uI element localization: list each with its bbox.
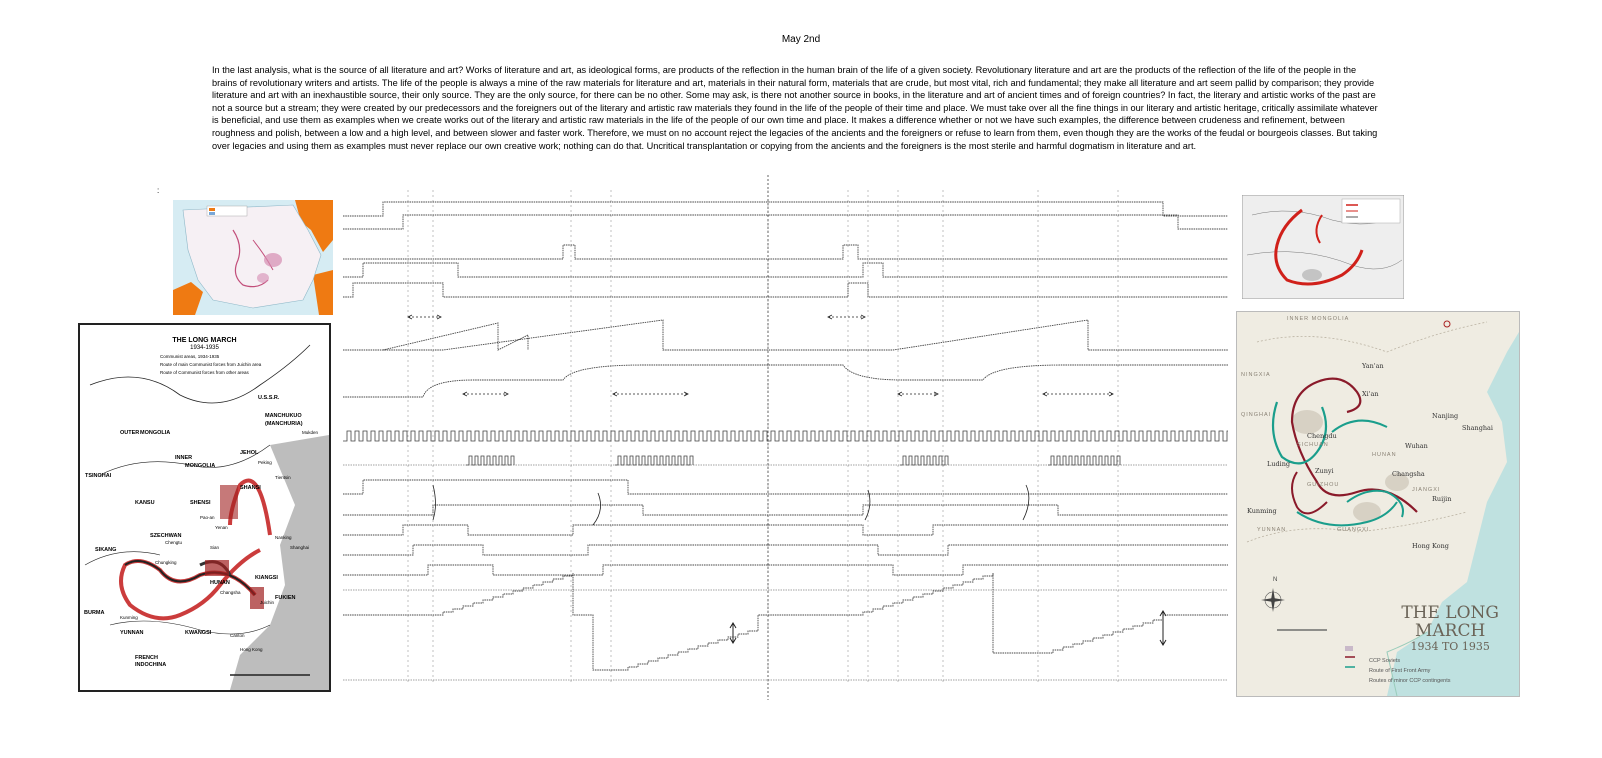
compass-label: N — [1273, 577, 1278, 583]
map-b-label: MANCHUKUO — [265, 413, 302, 419]
ramp-wave — [343, 320, 1228, 350]
curved-arrow — [593, 493, 601, 525]
map-b-place: Peking — [258, 460, 272, 465]
map-b-place: Yenan — [215, 525, 228, 530]
waveform — [343, 545, 1228, 555]
map-d-region: SICHUAN — [1297, 442, 1329, 448]
map-b-place: Sian — [210, 545, 220, 550]
long-march-bw-map — [78, 323, 331, 692]
map-b-place: Changsha — [220, 590, 241, 595]
waveform — [343, 283, 1228, 297]
map-d-place: Hong Kong — [1412, 542, 1449, 550]
staircase-wave — [768, 573, 1228, 653]
map-d-place: Zunyi — [1315, 467, 1334, 475]
map-d-region: INNER MONGOLIA — [1287, 316, 1350, 322]
map-b-place: Tientsin — [275, 475, 291, 480]
clock-wave — [343, 431, 1228, 441]
map-b-place: Nanking — [275, 535, 292, 540]
waveform — [343, 565, 1228, 575]
map-b-label: FUKIEN — [275, 595, 296, 601]
burst-wave — [1048, 456, 1120, 465]
stray-mark: : — [157, 186, 160, 195]
waveform — [343, 202, 1228, 216]
map-d-place: Wuhan — [1405, 442, 1428, 450]
map-d-region: GUANGXI — [1337, 527, 1370, 533]
map-b-label: INDOCHINA — [135, 662, 167, 668]
map-b-label: SHANSI — [240, 485, 261, 491]
map-d-region: GUIZHOU — [1307, 482, 1340, 488]
burst-wave — [900, 456, 948, 465]
map-b-place: Canton — [230, 633, 245, 638]
map-d-place: Ruijin — [1432, 495, 1452, 503]
map-d-place: Yan'an — [1362, 362, 1384, 370]
map-d-region: YUNNAN — [1257, 527, 1287, 533]
waveform — [343, 245, 1228, 259]
map-b-label: SZECHWAN — [150, 533, 182, 539]
map-b-place: Hong Kong — [240, 647, 263, 652]
map-b-label: FRENCH — [135, 655, 158, 661]
body-paragraph: In the last analysis, what is the source of all literature and art? Works of literature and art, as ideological forms, are products of the reflection in the human brain of the life of a given society. Revolutionary literature and art are the products of the reflection of the life of the people in the brains of revolutionary writers and artists. The life of the people is always a mine of the raw materials for literature and art, materials in their natural form, materials that are crude, but most vital, rich and fundamental; they make all literature and art seem pallid by comparison; they provide literature and art with an inexhaustible source, their only source. They are the only source, for there can be no other. Some may ask, is there not another source in books, in the literature and art of ancient times and of foreign countries? In fact, the literary and artistic works of the past are not a source but a stream; they were created by our predecessors and the foreigners out of the literary and artistic raw materials they found in the life of the people of their time and place. We must take over all the fine things in our literary and artistic heritage, critically assimilate whatever is beneficial, and use them as examples when we create works out of the literary and artistic raw materials in the life of the people of our own time and place. It makes a difference whether or not we have such examples, the difference between crudeness and refinement, between roughness and polish, between a low and a high level, and between slower and faster work. Therefore, we must on no account reject the legacies of the ancients and the foreigners or refuse to learn from them, even though they are the works of the feudal or bourgeois classes. But taking over legacies and using them as examples must never replace our own creative work; nothing can do that. Uncritical transplantation or copying from the ancients and the foreigners is the most sterile and harmful dogmatism in literature and art. — [212, 65, 1378, 151]
map-b-place: Pao-an — [200, 515, 215, 520]
map-d-region: QINGHAI — [1241, 412, 1272, 418]
map-b-place: Kunming — [120, 615, 138, 620]
staircase-wave — [343, 573, 768, 670]
waveform — [343, 525, 1228, 535]
map-b-place: Mukden — [302, 430, 319, 435]
map-d-title: THE LONG MARCH 1934 TO 1935 — [1401, 603, 1499, 653]
map-b-label: MONGOLIA — [140, 430, 171, 436]
ramp-wave — [383, 323, 528, 350]
map-b-label: HUNAN — [210, 580, 230, 586]
map-d-legend: CCP Soviets Route of First Front Army Routes of minor CCP contingents — [1369, 658, 1451, 684]
burst-wave — [466, 456, 514, 465]
curve-wave — [343, 365, 1228, 397]
map-b-label: SIKANG — [95, 547, 117, 553]
page-date: May 2nd — [781, 34, 821, 45]
map-b-label: KANSU — [135, 500, 155, 506]
map-b-label: KWANGSI — [185, 630, 212, 636]
map-b-label: OUTER — [120, 430, 140, 436]
map-d-place: Luding — [1267, 460, 1291, 468]
map-b-label: TSINGHAI — [85, 473, 112, 479]
curved-arrow — [1023, 485, 1029, 520]
burst-wave — [615, 456, 693, 465]
map-d-region: HUNAN — [1372, 452, 1397, 458]
map-d-place: Xi'an — [1362, 390, 1379, 398]
map-b-title: THE LONG MARCH 1934-1935 — [172, 337, 237, 351]
map-b-label: MONGOLIA — [185, 463, 216, 469]
map-b-label: KIANGSI — [255, 575, 278, 581]
map-b-label: (MANCHURIA) — [265, 421, 303, 427]
map-d-place: Chengdu — [1307, 432, 1337, 440]
map-b-label: YUNNAN — [120, 630, 144, 636]
map-b-label: INNER — [175, 455, 193, 461]
map-b-label: BURMA — [84, 610, 105, 616]
small-route-map-image — [1242, 195, 1404, 299]
map-d-place: Kunming — [1247, 507, 1277, 515]
waveform — [343, 215, 1228, 229]
map-d-place: Changsha — [1392, 470, 1425, 478]
map-b-label: SHENSI — [190, 500, 211, 506]
map-d-place: Nanjing — [1432, 412, 1459, 420]
map-d-region: NINGXIA — [1241, 372, 1271, 378]
waveform — [343, 480, 1228, 494]
long-march-color-map — [1236, 311, 1520, 697]
map-b-label: U.S.S.R. — [258, 395, 280, 401]
map-b-label: JEHOL — [240, 450, 259, 456]
timing-diagram — [343, 175, 1228, 700]
map-b-legend: Communist areas, 1934-1935 Route of main Communist forces from Juichin area Route of Communist forces from other areas — [160, 354, 262, 375]
map-b-place: Shanghai — [290, 545, 310, 550]
small-china-map-image — [173, 200, 333, 315]
waveform — [343, 505, 1228, 515]
map-d-region: JIANGXI — [1412, 487, 1441, 493]
waveform — [343, 263, 1228, 277]
map-b-place: Chengtu — [165, 540, 183, 545]
map-b-place: Juichin — [260, 600, 275, 605]
map-d-place: Shanghai — [1462, 424, 1494, 432]
map-b-place: Chungking — [155, 560, 177, 565]
